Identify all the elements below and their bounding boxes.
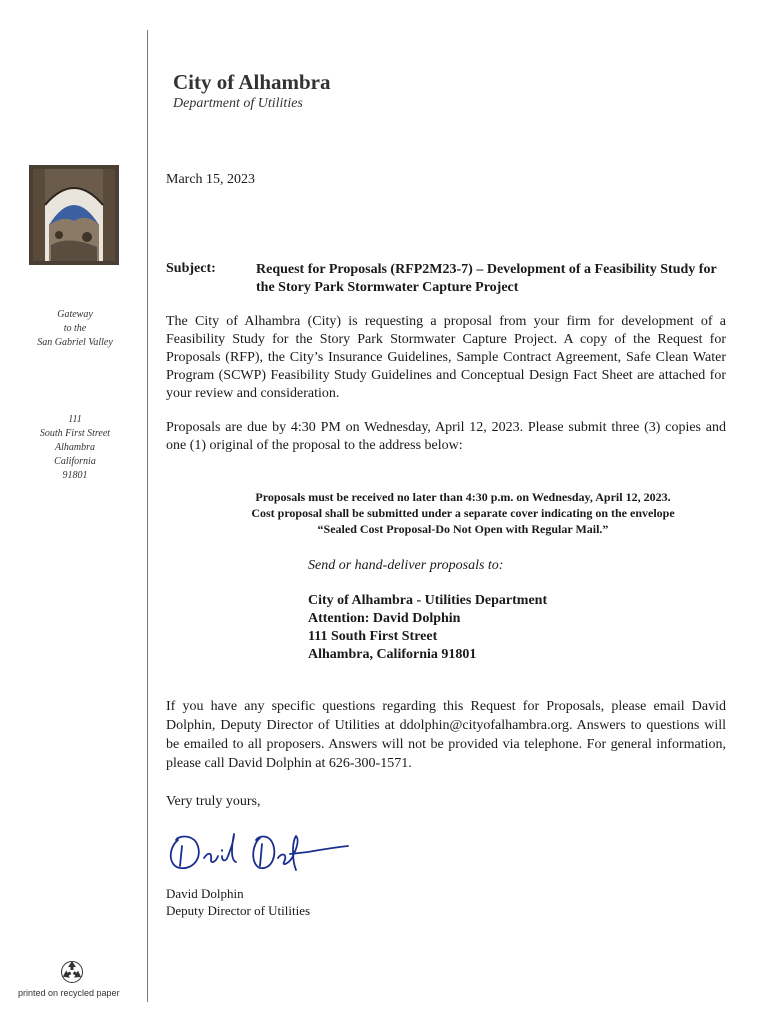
signer-title: Deputy Director of Utilities [166, 903, 311, 918]
tagline-line: to the [63, 323, 87, 334]
address-line: City of Alhambra - Utilities Department [308, 593, 548, 608]
organization-name: City of Alhambra [173, 70, 331, 94]
body-paragraph-3: If you have any specific questions regarding this Request for Proposals, please email David Dolphin, Deputy Director of Utilities at ddolphin@cityofalhambra.org. Answers to questions will be emailed to all proposers. Answers will not be provided via telephone. For general information, please call David Dolphin at 626-300-1571. [166, 699, 726, 771]
subject-label: Subject: [166, 261, 216, 276]
tagline-line: San Gabriel Valley [37, 337, 113, 348]
address-line: 111 South First Street [308, 629, 438, 644]
letter-date: March 15, 2023 [166, 172, 256, 187]
address-line: Attention: David Dolphin [308, 611, 461, 626]
send-instructions: Send or hand-deliver proposals to: [308, 558, 504, 573]
recycle-icon [60, 959, 84, 983]
notice-line: “Sealed Cost Proposal-Do Not Open with Regular Mail.” [317, 522, 609, 536]
notice-line: Proposals must be received no later than 4:30 p.m. on Wednesday, April 12, 2023. [255, 490, 671, 504]
sidebar-tagline [14, 308, 136, 350]
signer-name: David Dolphin [166, 886, 244, 901]
deadline-notice [166, 489, 760, 537]
body-paragraph-2: Proposals are due by 4:30 PM on Wednesday, April 12, 2023. Please submit three (3) copies and one (1) original of the proposal to the address below: [166, 420, 726, 453]
tagline-line: Gateway [57, 309, 93, 320]
notice-line: Cost proposal shall be submitted under a separate cover indicating on the envelope [251, 506, 675, 520]
signer-block [166, 885, 310, 919]
mailing-address [308, 592, 547, 664]
sidebar-address-line: California [54, 456, 96, 467]
sidebar-address-line: South First Street [39, 428, 111, 439]
body-paragraph-1: The City of Alhambra (City) is requesting a proposal from your firm for development of a Feasibility Study for the Story Park Stormwater Capture Project. A copy of the Request for Proposals (RFP), the City’s Insurance Guidelines, Sample Contract Agreement, Safe Clean Water Program (SCWP) Feasibility Study Guidelines and Conceptual Design Fact Sheet are attached for your review and consideration. [166, 314, 726, 401]
city-seal-image [29, 165, 119, 265]
department-name: Department of Utilities [173, 96, 303, 111]
sidebar-address-line: 91801 [62, 470, 88, 481]
sidebar-address-line: Alhambra [55, 442, 95, 453]
margin-rule [147, 30, 148, 1002]
signature-image [164, 826, 350, 878]
sidebar-address [14, 413, 136, 483]
address-line: Alhambra, California 91801 [308, 647, 477, 662]
sidebar-address-line: 111 [68, 414, 82, 425]
closing: Very truly yours, [166, 794, 261, 809]
subject-text: Request for Proposals (RFP2M23-7) – Development of a Feasibility Study for the Story Park Stormwater Capture Project [256, 262, 717, 295]
recycled-paper-note: printed on recycled paper [18, 988, 120, 998]
